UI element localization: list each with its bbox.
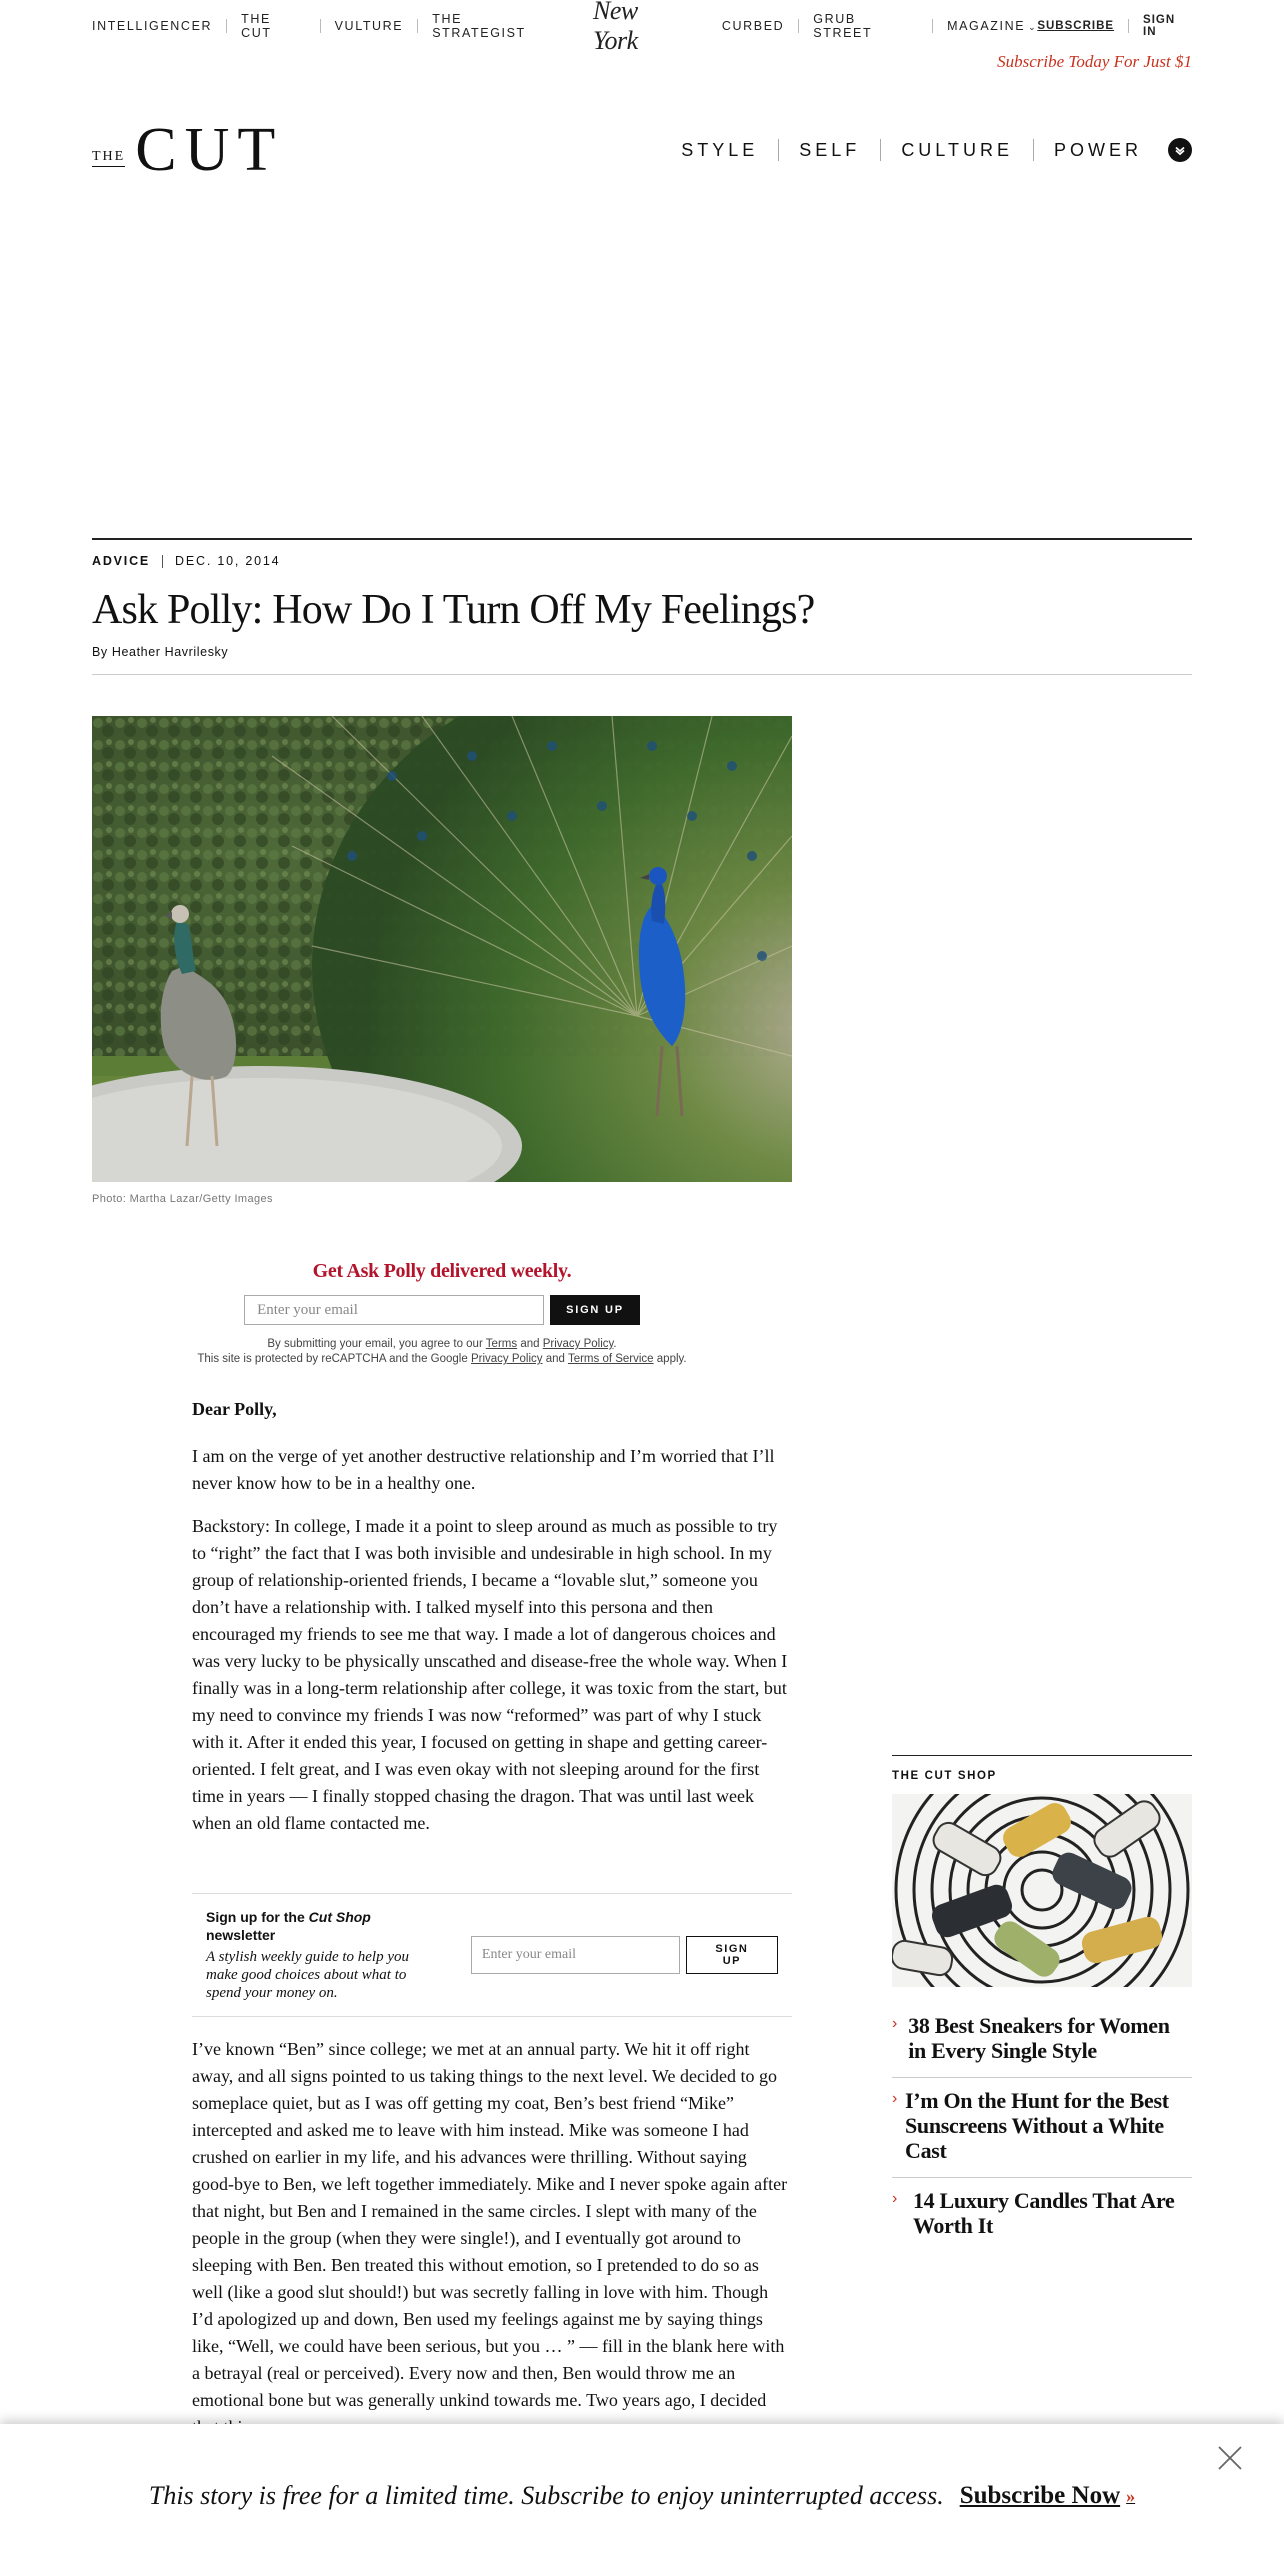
sidebar-item-title: 14 Luxury Candles That Are Worth It bbox=[912, 2188, 1175, 2238]
subscribe-link[interactable]: SUBSCRIBE bbox=[1037, 20, 1115, 32]
legal-text: By submitting your email, you agree to our bbox=[267, 1338, 483, 1350]
menu-chevron-icon[interactable] bbox=[1168, 138, 1192, 162]
nav-self[interactable]: SELF bbox=[799, 139, 861, 160]
paywall-bar bbox=[0, 2424, 1284, 2568]
chevron-down-icon: ⌄ bbox=[1028, 22, 1038, 32]
sidebar-item[interactable] bbox=[892, 2178, 1192, 2252]
legal-and: and bbox=[545, 1353, 565, 1365]
sneakers-illustration bbox=[892, 1794, 1192, 1987]
network-link-vulture[interactable]: VULTURE bbox=[334, 19, 404, 33]
nav-style[interactable]: STYLE bbox=[681, 139, 759, 160]
chevron-right-icon: › bbox=[892, 2090, 898, 2107]
article-kicker bbox=[92, 554, 280, 568]
nav-power[interactable]: POWER bbox=[1053, 139, 1142, 160]
network-bar bbox=[92, 0, 1192, 55]
network-link-magazine[interactable] bbox=[947, 19, 1037, 33]
network-link-curbed[interactable]: CURBED bbox=[721, 19, 785, 33]
close-icon[interactable] bbox=[1216, 2444, 1244, 2472]
the-cut-logo[interactable] bbox=[92, 116, 284, 184]
rubric-link[interactable]: ADVICE bbox=[92, 554, 151, 568]
main-nav bbox=[681, 138, 1192, 162]
cut-shop-description: A stylish weekly guide to help you make good choices about what to spend your money on. bbox=[206, 1949, 410, 2001]
divider bbox=[226, 19, 227, 33]
article-body bbox=[192, 1396, 792, 1853]
article-body-continued bbox=[192, 2036, 792, 2441]
sidebar-item[interactable] bbox=[892, 2078, 1192, 2178]
logo-the: THE bbox=[92, 150, 125, 167]
sidebar-label: THE CUT SHOP bbox=[892, 1770, 997, 1782]
network-link-the-strategist[interactable]: THE STRATEGIST bbox=[432, 12, 526, 40]
sidebar-item-title: 38 Best Sneakers for Women in Every Single Style bbox=[908, 2013, 1170, 2063]
article-date: DEC. 10, 2014 bbox=[175, 554, 281, 568]
divider bbox=[162, 555, 163, 568]
network-link-grub-street[interactable]: GRUB STREET bbox=[813, 12, 873, 40]
sneakers-image[interactable] bbox=[892, 1794, 1192, 1987]
subscribe-promo-link[interactable]: Subscribe Today For Just $1 bbox=[997, 52, 1192, 71]
cut-shop-newsletter bbox=[192, 1893, 792, 2017]
chevron-right-icon: › bbox=[892, 2015, 898, 2032]
legal-and: and bbox=[520, 1338, 540, 1350]
recaptcha-text: This site is protected by reCAPTCHA and the Google bbox=[197, 1353, 468, 1365]
article-headline: Ask Polly: How Do I Turn Off My Feelings? bbox=[92, 587, 815, 633]
cut-shop-signup-button[interactable]: SIGN UP bbox=[686, 1936, 778, 1974]
divider bbox=[1128, 19, 1129, 33]
chevron-right-icon: › bbox=[892, 2190, 898, 2207]
privacy-policy-link[interactable]: Privacy Policy bbox=[542, 1338, 614, 1350]
new-york-logo[interactable]: New York bbox=[592, 0, 638, 55]
byline[interactable]: By Heather Havrilesky bbox=[92, 645, 229, 659]
network-link-intelligencer[interactable]: INTELLIGENCER bbox=[92, 19, 213, 33]
subscribe-now-button[interactable] bbox=[960, 2482, 1135, 2510]
paywall-message: This story is free for a limited time. Subscribe to enjoy uninterrupted access. bbox=[148, 2481, 944, 2510]
peacock-illustration bbox=[92, 716, 792, 1182]
header-rule bbox=[92, 538, 1192, 540]
logo-cut: CUT bbox=[135, 116, 284, 184]
heading-part: Sign up for the bbox=[206, 1909, 305, 1925]
sidebar-item[interactable] bbox=[892, 2003, 1192, 2078]
header-rule-bottom bbox=[92, 674, 1192, 675]
divider bbox=[320, 19, 321, 33]
google-privacy-link[interactable]: Privacy Policy bbox=[470, 1353, 543, 1365]
chevron-down-icon bbox=[1174, 144, 1186, 156]
newsletter-signup-button[interactable]: SIGN UP bbox=[550, 1295, 640, 1325]
divider bbox=[1033, 139, 1034, 161]
nav-culture[interactable]: CULTURE bbox=[901, 139, 1013, 160]
ask-polly-newsletter bbox=[92, 1260, 792, 1367]
masthead bbox=[92, 116, 1192, 184]
salutation: Dear Polly, bbox=[192, 1399, 277, 1419]
terms-link[interactable]: Terms bbox=[485, 1338, 518, 1350]
sidebar-rule bbox=[892, 1755, 1192, 1756]
cut-shop-email-input[interactable] bbox=[471, 1936, 680, 1974]
newsletter-title: Get Ask Polly delivered weekly. bbox=[312, 1260, 572, 1282]
divider bbox=[798, 19, 799, 33]
magazine-label: MAGAZINE bbox=[947, 19, 1026, 33]
heading-part: newsletter bbox=[206, 1927, 276, 1943]
lead-image-peacock bbox=[92, 716, 792, 1182]
paragraph: I am on the verge of yet another destructive relationship and I’m worried that I’ll never know how to be in a healthy one. bbox=[192, 1446, 775, 1493]
sign-in-link[interactable]: SIGN IN bbox=[1143, 14, 1176, 38]
divider bbox=[880, 139, 881, 161]
sidebar-list bbox=[892, 2003, 1192, 2252]
network-link-the-cut[interactable]: THE CUT bbox=[241, 12, 272, 40]
paragraph: I’ve known “Ben” since college; we met at an annual party. We hit it off right away, and all signs pointed to us taking things to the next level. We decided to go someplace quiet, but as I was off getting my coat, Ben’s best friend “Mike” intercepted and asked me to leave with him instead. Mike was someone I had crushed on earlier in my life, and his advances were thrilling. Without saying good-bye to Ben, we left together immediately. Mike and I never spoke again after that night, but Ben and I remained in the same circles. I slept with many of the people in the group (when they were single!), and I eventually got around to sleeping with Ben. Ben treated this without emotion, so I pretended to do so as well (like a good slut should!) but was secretly falling in love with him. Though I’d apologized up and down, Ben used my feelings against me by saying things like, “Well, we could have been serious, but you … ” — fill in the blank here with a betrayal (real or perceived). Every now and then, Ben would throw me an emotional bone but was generally unkind towards me. Two years ago, I decided bbox=[192, 2039, 788, 2410]
image-caption: Photo: Martha Lazar/Getty Images bbox=[92, 1193, 273, 1205]
heading-em: Cut Shop bbox=[308, 1909, 371, 1925]
subscribe-now-label: Subscribe Now bbox=[959, 2482, 1121, 2509]
newsletter-legal bbox=[92, 1337, 792, 1367]
cut-shop-heading bbox=[206, 1908, 441, 1944]
sidebar-item-title: I’m On the Hunt for the Best Sunscreens Without a White Cast bbox=[904, 2088, 1169, 2163]
divider bbox=[932, 19, 933, 33]
newsletter-form bbox=[92, 1295, 792, 1325]
divider bbox=[417, 19, 418, 33]
cut-shop-sidebar bbox=[892, 1755, 1192, 2252]
google-terms-link[interactable]: Terms of Service bbox=[567, 1353, 654, 1365]
newsletter-email-input[interactable] bbox=[244, 1295, 544, 1325]
double-chevron-right-icon: » bbox=[1126, 2485, 1136, 2506]
paragraph: Backstory: In college, I made it a point to sleep around as much as possible to try to “right” the fact that I was both invisible and undesirable in high school. In my group of relationship-oriented friends, I became a “lovable slut,” someone you don’t have a relationship with. I talked myself into this persona and then encouraged my friends to see me that way. I made a lot of dangerous choices and was very lucky to be physically unscathed and disease-free the whole way. When I finally was in a long-term relationship after college, it was toxic from the start, but my need to convince my friends I was now “reformed” was part of why I stuck with it. After it ended this year, I focused on getting in shape and getting career-oriented. I felt great, and I was even okay with not sleeping around for the first time in years — I finally stopped chasing the dragon. That was until last week when an old flame contacted me. bbox=[192, 1516, 788, 1833]
divider bbox=[778, 139, 779, 161]
legal-apply: apply. bbox=[656, 1353, 687, 1365]
legal-period: . bbox=[613, 1338, 617, 1350]
